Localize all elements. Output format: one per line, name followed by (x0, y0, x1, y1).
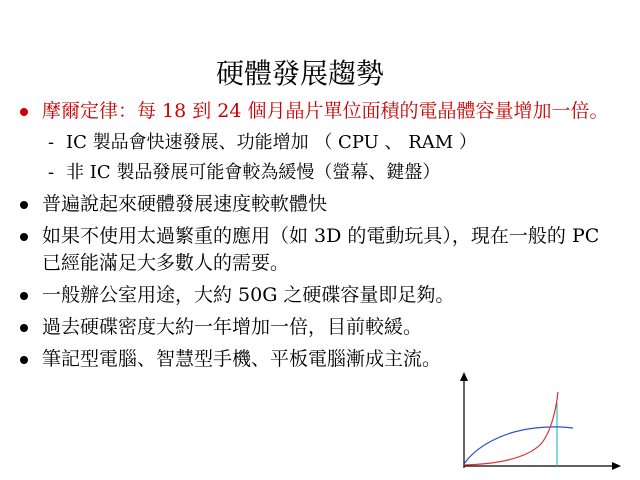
sub-bullet-text: 非 IC 製品發展可能會較為緩慢（螢幕、鍵盤） (66, 162, 441, 183)
bullet-text: 一般辦公室用途，大約 50G 之硬碟容量即足夠。 (42, 284, 455, 306)
bullet-mobile-mainstream (18, 346, 618, 373)
slide-title: 硬體發展趨勢 (215, 57, 384, 90)
exponential-curve (464, 392, 558, 465)
bullet-moores-law (18, 98, 618, 125)
bullet-dot-icon (20, 356, 28, 364)
bullet-disk-density (18, 314, 618, 341)
dash-icon: - (48, 132, 55, 153)
bullet-dot-icon (20, 324, 28, 332)
bullet-dot-icon (20, 108, 28, 116)
bullet-hardware-faster (18, 191, 618, 218)
bullet-text: 如果不使用太過繁重的應用（如 3D 的電動玩具），現在一般的 PC 已經能滿足大多數人的需要。 (42, 225, 600, 274)
bullet-text: 過去硬碟密度大約一年增加一倍，目前較緩。 (42, 316, 423, 338)
bullet-office-disk (18, 282, 618, 309)
bullet-text: 筆記型電腦、智慧型手機、平板電腦漸成主流。 (42, 348, 442, 370)
bullet-text: 普遍說起來硬體發展速度較軟體快 (42, 193, 328, 215)
bullet-dot-icon (20, 292, 28, 300)
bullet-dot-icon (20, 201, 28, 209)
bullet-text: 摩爾定律：每 18 到 24 個月晶片單位面積的電晶體容量增加一倍。 (42, 100, 609, 122)
x-axis-arrow-icon (612, 462, 621, 470)
y-axis-arrow-icon (460, 372, 468, 381)
sub-bullet-text: IC 製品會快速發展、功能增加 （ CPU 、 RAM ） (66, 132, 477, 153)
dash-icon: - (48, 162, 55, 183)
bullet-list (18, 98, 618, 373)
bullet-pc-enough (18, 223, 618, 277)
sub-bullet-non-ic (18, 159, 618, 186)
bullet-dot-icon (20, 233, 28, 241)
growth-curve-diagram (455, 370, 625, 475)
sub-bullet-ic (18, 129, 618, 156)
